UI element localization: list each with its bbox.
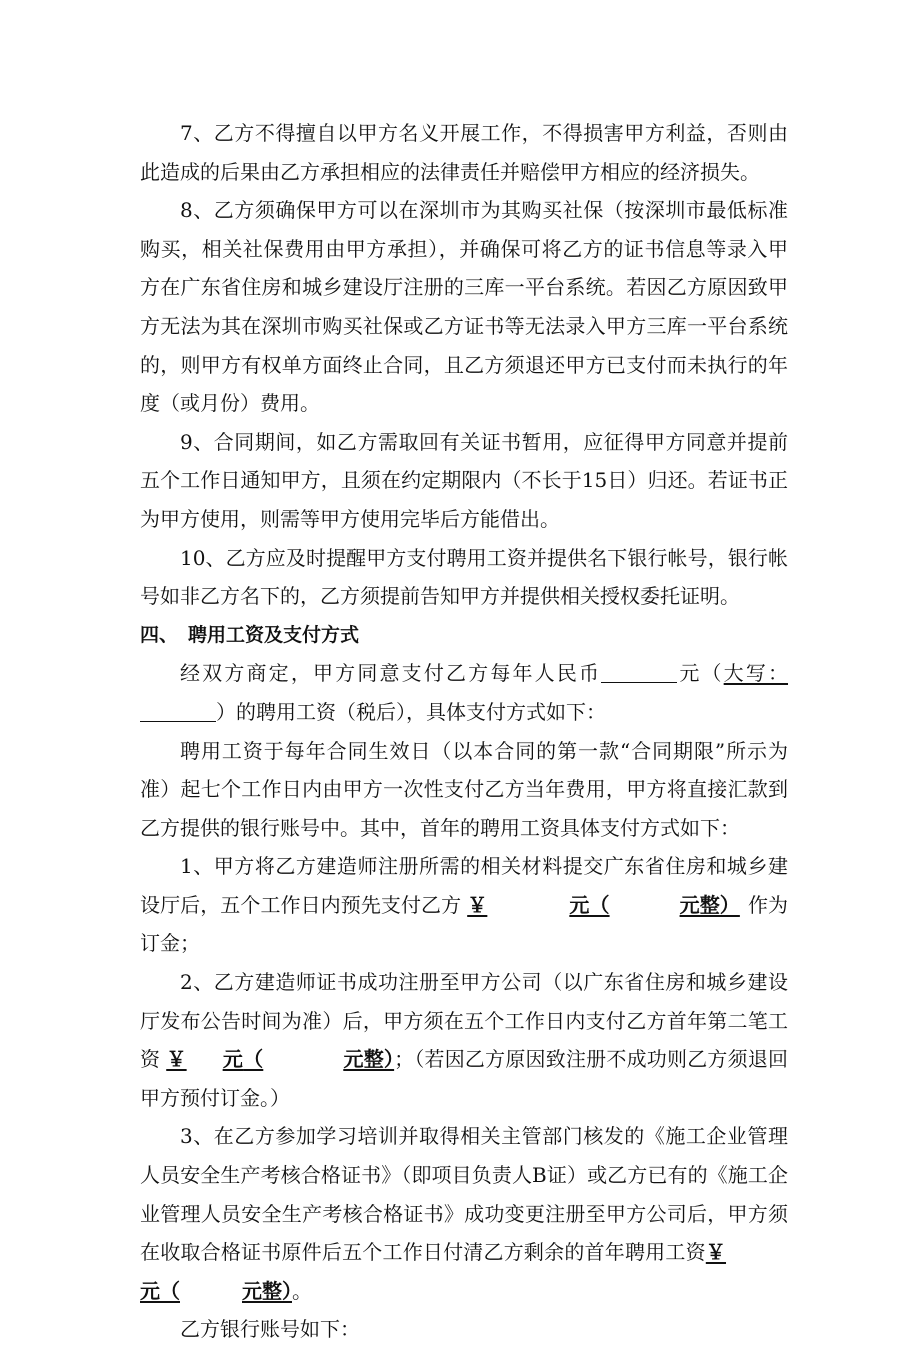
item1-yuan: 元（ [569,892,610,917]
salary-text-b: 元（ [677,661,724,686]
payment-item-2 [140,963,788,1117]
item1-zheng: 元整） [679,892,740,917]
item1-deposit-amount [461,893,740,917]
item2-amount [160,1047,394,1071]
salary-uppercase-label: 大写： [723,661,789,686]
payment-item-1 [140,847,788,963]
section-heading-4 [140,616,788,655]
clause-9: 9、合同期间，如乙方需取回有关证书暂用，应征得甲方同意并提前五个工作日通知甲方，且须在约定期限内（不长于15日）归还。若证书正为甲方使用，则需等甲方使用完毕后方能借出。 [140,429,788,531]
item2-text-b: （若因乙方原因致注册不成功则乙方须退回甲方预付订金。） [140,1047,789,1110]
item3-text: 3、在乙方参加学习培训并取得相关主管部门核发的《施工企业管理人员安全生产考核合格证书》（即项目负责人B证）或乙方已有的《施工企业管理人员安全生产考核合格证书》成功变更注册至甲方公司后，甲方须在收取合格证书原件后五个工作日付清乙方剩余的首年聘用工资 [140,1124,788,1265]
item2-text: 2、乙方建造师证书成功注册至甲方公司（以广东省住房和城乡建设厅发布公告时间为准）后，甲方须在五个工作日内支付乙方首年第二笔工资 [140,970,788,1072]
payment-item-3 [140,1117,788,1310]
salary-uppercase-blank [140,700,216,722]
clause-10: 10、乙方应及时提醒甲方支付聘用工资并提供名下银行帐号，银行帐号如非乙方名下的，乙方须提前告知甲方并提供相关授权委托证明。 [140,545,788,609]
section-title: 聘用工资及支付方式 [188,623,360,646]
salary-text-a: 经双方商定，甲方同意支付乙方每年人民币 [180,661,602,686]
item3-end: 。 [292,1278,312,1303]
item2-zheng: 元整） [343,1047,395,1072]
item1-text-b: 作为订金； [140,892,789,956]
item2-yuan: 元 [222,1047,244,1072]
bank-account-line: 乙方银行账号如下： [180,1317,360,1342]
item3-yen: ￥ [705,1240,727,1265]
item2-semicolon: ； [394,1047,415,1072]
item3-yuan: 元（ [140,1278,180,1303]
section-number: 四、 [140,623,179,646]
clause-7: 7、乙方不得擅自以甲方名义开展工作，不得损害甲方利益，否则由此造成的后果由乙方承担相应的法律责任并赔偿甲方相应的经济损失。 [140,121,788,184]
salary-text-d: ） [216,699,236,724]
item2-open: （ [243,1047,264,1072]
salary-clause [140,654,788,731]
item2-yen: ￥ [166,1047,187,1072]
payment-intro: 聘用工资于每年合同生效日（以本合同的第一款“合同期限”所示为准）起七个工作日内由甲方一次性支付乙方当年费用，甲方将直接汇款到乙方提供的银行账号中。其中，首年的聘用工资具体支付方式如下： [140,738,788,840]
item1-text: 1、甲方将乙方建造师注册所需的相关材料提交广东省住房和城乡建设厅后，五个工作日内预先支付乙方 [140,854,788,917]
item3-zheng: 元整） [242,1278,292,1303]
item1-yen: ￥ [467,892,488,917]
salary-amount-blank [601,661,677,683]
clause-8: 8、乙方须确保甲方可以在深圳市为其购买社保（按深圳市最低标准购买，相关社保费用由甲方承担），并确保可将乙方的证书信息等录入甲方在广东省住房和城乡建设厅注册的三库一平台系统。若因乙方原因致甲方无法为其在深圳市购买社保或乙方证书等无法录入甲方三库一平台系统的，则甲方有权单方面终止合同，且乙方须退还甲方已支付而未执行的年度（或月份）费用。 [140,198,788,416]
salary-text-e: 的聘用工资（税后），具体支付方式如下： [236,699,606,724]
